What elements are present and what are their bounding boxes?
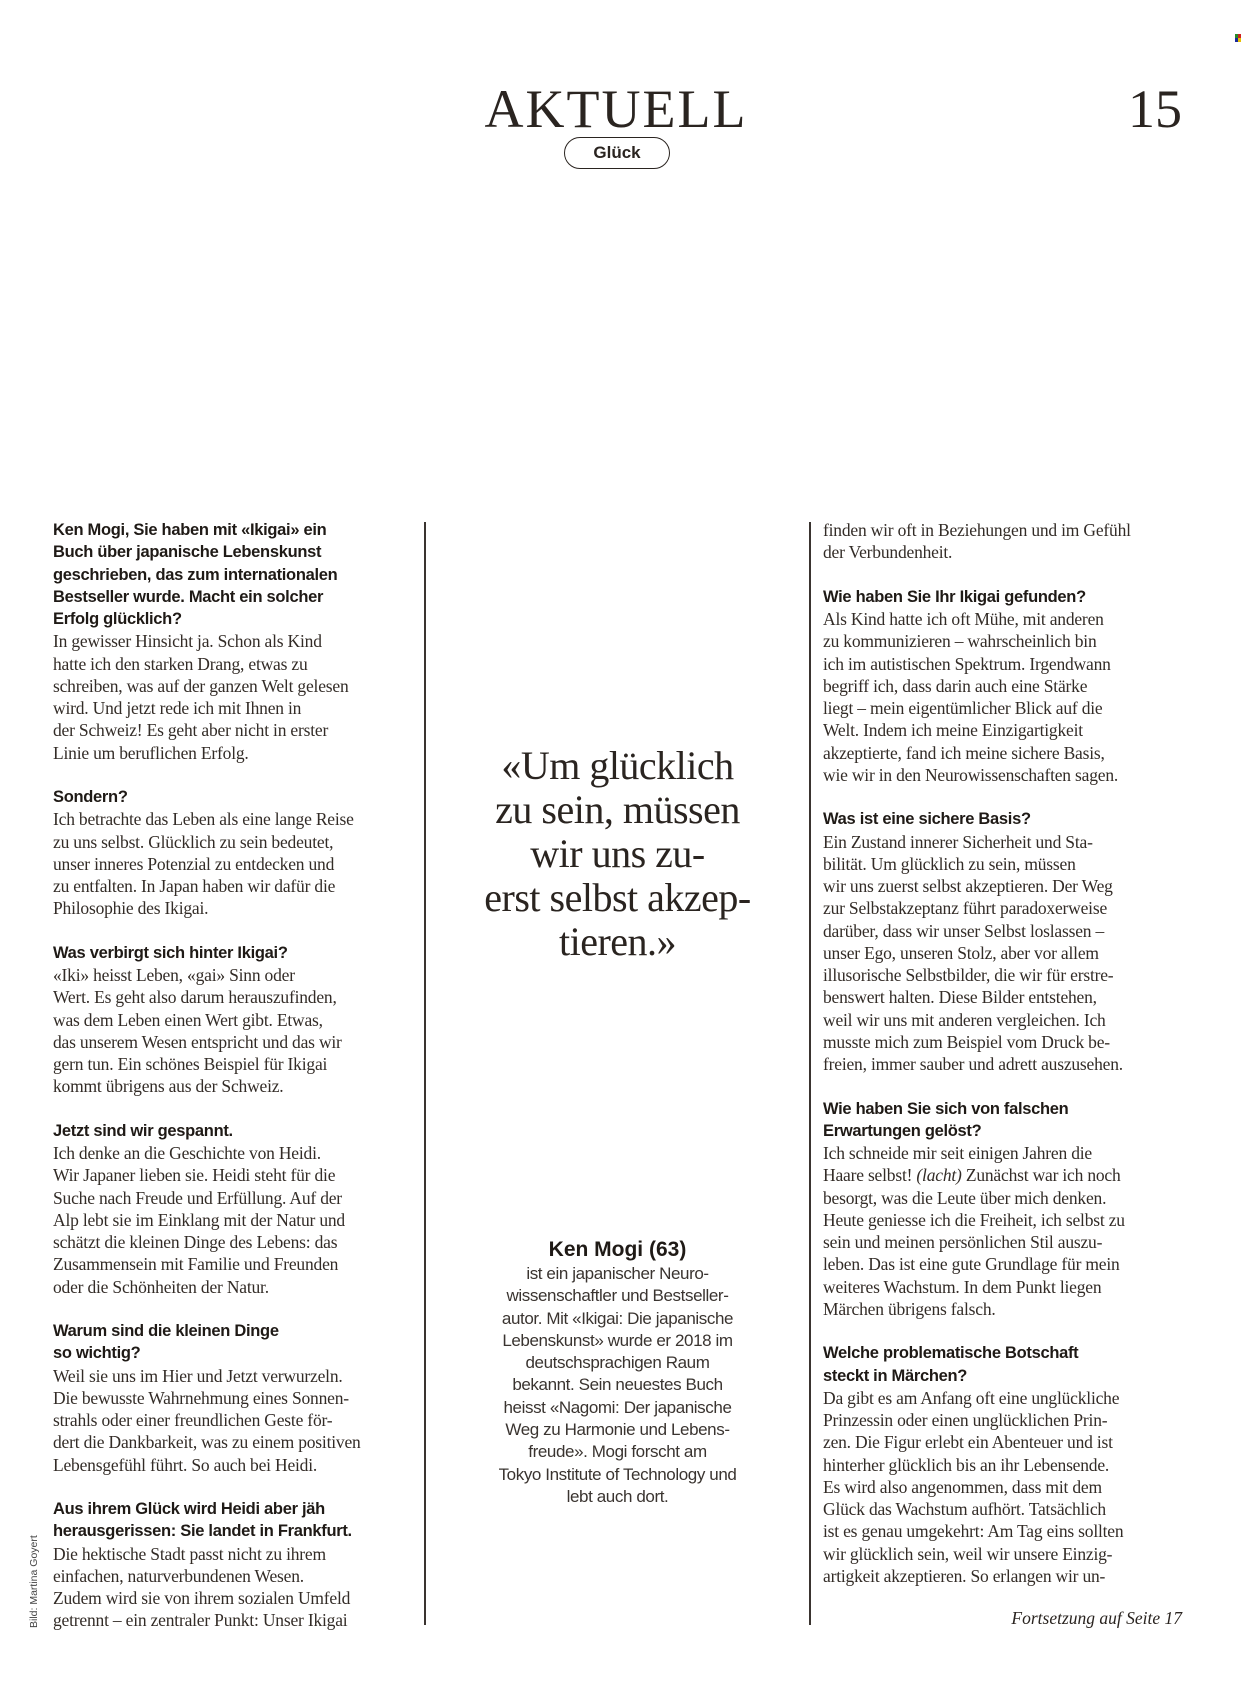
interview-question: Was verbirgt sich hinter Ikigai? xyxy=(53,943,288,962)
interview-answer: wird. Und jetzt rede ich mit Ihnen in xyxy=(53,698,302,718)
column-divider-right xyxy=(809,522,811,1625)
pull-quote-line: wir uns zu- xyxy=(530,831,705,876)
interview-answer: zu uns selbst. Glücklich zu sein bedeutet, xyxy=(53,831,334,852)
interview-answer: gern tun. Ein schönes Beispiel für Ikigai xyxy=(53,1054,328,1074)
section-title: AKTUELL xyxy=(484,79,748,139)
interview-question: Buch über japanische Lebenskunst xyxy=(53,543,322,562)
interview-answer: Zusammensein mit Familie und Freunden xyxy=(53,1254,339,1275)
interview-answer: Die hektische Stadt passt nicht zu ihrem xyxy=(53,1543,326,1564)
bio-line: Tokyo Institute of Technology und xyxy=(498,1464,737,1484)
interview-answer: Ich betrachte das Leben als eine lange Reise xyxy=(53,809,354,830)
bio-line: ist ein japanischer Neuro- xyxy=(526,1264,709,1283)
paragraph-gap xyxy=(53,1476,413,1498)
interview-answer: wir uns zuerst selbst akzeptieren. Der Weg xyxy=(823,876,1113,896)
bio-line: autor. Mit «Ikigai: Die japanische xyxy=(501,1308,734,1328)
interview-answer: dert die Dankbarkeit, was zu einem positiven xyxy=(53,1432,361,1453)
interview-answer: musste mich zum Beispiel vom Druck be- xyxy=(823,1031,1110,1052)
interview-answer: artigkeit akzeptieren. So erlangen wir un- xyxy=(823,1565,1106,1586)
interview-answer: «Iki» heisst Leben, «gai» Sinn oder xyxy=(53,965,295,985)
pull-quote-line: zu sein, müssen xyxy=(495,787,740,832)
interview-answer: schreiben, was auf der ganzen Welt gelesen xyxy=(53,675,349,696)
interview-answer: Welt. Indem ich meine Einzigartigkeit xyxy=(823,720,1083,741)
bio-line: lebt auch dort. xyxy=(566,1486,669,1506)
answer-text: Haare selbst! xyxy=(823,1165,917,1186)
paragraph-gap xyxy=(823,564,1188,586)
interview-question: Warum sind die kleinen Dinge xyxy=(53,1322,279,1340)
interview-answer: unser Ego, unseren Stolz, aber vor allem xyxy=(823,942,1099,963)
interview-answer: getrennt – ein zentraler Punkt: Unser Ikigai xyxy=(53,1610,348,1631)
interview-answer: kommt übrigens aus der Schweiz. xyxy=(53,1076,284,1097)
paragraph-gap xyxy=(53,1298,413,1320)
interview-answer: der Verbundenheit. xyxy=(823,542,953,563)
interview-question: Was ist eine sichere Basis? xyxy=(823,810,1031,829)
interview-answer: zur Selbstakzeptanz führt paradoxerweise xyxy=(823,898,1108,919)
pull-quote xyxy=(455,744,780,964)
paragraph-gap xyxy=(53,764,413,786)
interview-answer: Wir Japaner lieben sie. Heidi steht für die xyxy=(53,1165,336,1186)
pull-quote-line: erst selbst akzep- xyxy=(484,875,751,920)
author-bio xyxy=(455,1237,780,1508)
interview-answer: bilität. Um glücklich zu sein, müssen xyxy=(823,853,1076,874)
answer-text: Zunächst war ich noch xyxy=(961,1165,1121,1186)
interview-question: Wie haben Sie sich von falschen xyxy=(823,1099,1069,1118)
stage-direction: (lacht) xyxy=(916,1165,962,1186)
interview-answer: das unserem Wesen entspricht und das wir xyxy=(53,1031,342,1052)
paragraph-gap xyxy=(823,786,1188,808)
bio-line: freude». Mogi forscht am xyxy=(528,1442,707,1462)
bio-text xyxy=(455,1263,780,1508)
interview-question: Ken Mogi, Sie haben mit «Ikigai» ein xyxy=(53,521,327,539)
interview-question: herausgerissen: Sie landet in Frankfurt. xyxy=(53,1522,352,1541)
interview-answer: leben. Das ist eine gute Grundlage für mein xyxy=(823,1254,1120,1275)
interview-question: Bestseller wurde. Macht ein solcher xyxy=(53,587,324,606)
interview-answer: zu entfalten. In Japan haben wir dafür die xyxy=(53,876,336,896)
interview-column-left xyxy=(53,519,413,1632)
interview-answer: Märchen übrigens falsch. xyxy=(823,1298,996,1319)
interview-answer: Ich schneide mir seit einigen Jahren die xyxy=(823,1143,1092,1163)
interview-answer: strahls oder einer freundlichen Geste för- xyxy=(53,1410,333,1430)
interview-answer: begriff ich, dass darin auch eine Stärke xyxy=(823,675,1088,696)
interview-question: Aus ihrem Glück wird Heidi aber jäh xyxy=(53,1500,325,1518)
interview-answer: illusorische Selbstbilder, die wir für erstre- xyxy=(823,965,1114,985)
interview-answer: Weil sie uns im Hier und Jetzt verwurzeln. xyxy=(53,1365,343,1386)
interview-question: Jetzt sind wir gespannt. xyxy=(53,1121,233,1140)
bio-line: heisst «Nagomi: Der japanische xyxy=(503,1397,732,1417)
bio-line: deutschsprachigen Raum xyxy=(525,1353,710,1373)
paragraph-gap xyxy=(53,1098,413,1120)
interview-answer: liegt – mein eigentümlicher Blick auf die xyxy=(823,698,1103,718)
interview-answer: akzeptierte, fand ich meine sichere Basis, xyxy=(823,742,1105,763)
interview-question: Wie haben Sie Ihr Ikigai gefunden? xyxy=(823,587,1086,606)
bio-line: bekannt. Sein neuestes Buch xyxy=(512,1375,723,1395)
interview-answer: der Schweiz! Es geht aber nicht in erster xyxy=(53,720,329,741)
interview-answer: wie wir in den Neurowissenschaften sagen. xyxy=(823,764,1119,785)
interview-answer: schätzt die kleinen Dinge des Lebens: das xyxy=(53,1232,338,1252)
interview-question: Erwartungen gelöst? xyxy=(823,1121,982,1140)
interview-answer: hatte ich den starken Drang, etwas zu xyxy=(53,653,308,674)
bio-name: Ken Mogi (63) xyxy=(548,1238,687,1261)
interview-answer: weiteres Wachstum. In dem Punkt liegen xyxy=(823,1276,1102,1297)
pull-quote-line: «Um glücklich xyxy=(501,743,734,788)
interview-question: geschrieben, das zum internationalen xyxy=(53,565,338,584)
interview-answer: Die bewusste Wahrnehmung eines Sonnen- xyxy=(53,1387,349,1408)
interview-answer: ist es genau umgekehrt: Am Tag eins sollten xyxy=(823,1521,1124,1542)
interview-answer: zu kommunizieren – wahrscheinlich bin xyxy=(823,631,1097,652)
interview-answer: darüber, dass wir unser Selbst loslassen – xyxy=(823,920,1105,941)
interview-answer xyxy=(823,1164,1188,1186)
interview-question: steckt in Märchen? xyxy=(823,1366,968,1385)
interview-answer: Ich denke an die Geschichte von Heidi. xyxy=(53,1143,321,1163)
interview-answer: Zudem wird sie von ihrem sozialen Umfeld xyxy=(53,1588,351,1608)
bio-line: Weg zu Harmonie und Lebens- xyxy=(505,1420,730,1440)
interview-answer: Alp lebt sie im Einklang mit der Natur und xyxy=(53,1209,345,1230)
interview-answer: oder die Schönheiten der Natur. xyxy=(53,1276,269,1297)
photo-credit: Bild: Martina Goyert xyxy=(28,1535,40,1628)
paragraph-gap xyxy=(823,1320,1188,1342)
topic-tag: Glück xyxy=(564,137,670,169)
interview-answer: Prinzessin oder einen unglücklichen Prin- xyxy=(823,1410,1108,1430)
interview-answer: Es wird also angenommen, dass mit dem xyxy=(823,1476,1102,1497)
interview-answer: wir glücklich sein, weil wir unsere Einzig- xyxy=(823,1543,1113,1564)
interview-answer: besorgt, was die Leute über mich denken. xyxy=(823,1187,1107,1208)
page-number: 15 xyxy=(1128,79,1182,139)
interview-question: Welche problematische Botschaft xyxy=(823,1344,1079,1363)
interview-answer: weil wir uns mit anderen vergleichen. Ich xyxy=(823,1009,1106,1030)
interview-answer: Ein Zustand innerer Sicherheit und Sta- xyxy=(823,831,1093,852)
interview-question: Sondern? xyxy=(53,788,128,806)
interview-answer: In gewisser Hinsicht ja. Schon als Kind xyxy=(53,631,322,652)
interview-answer: was dem Leben einen Wert gibt. Etwas, xyxy=(53,1009,323,1030)
bio-line: wissenschaftler und Bestseller- xyxy=(506,1286,729,1306)
interview-answer: Heute geniesse ich die Freiheit, ich selbst zu xyxy=(823,1209,1125,1230)
interview-question: Erfolg glücklich? xyxy=(53,610,182,628)
column-divider-left xyxy=(424,522,426,1625)
interview-answer: ich im autistischen Spektrum. Irgendwann xyxy=(823,653,1111,674)
interview-answer: Lebensgefühl führt. So auch bei Heidi. xyxy=(53,1454,318,1475)
interview-answer: finden wir oft in Beziehungen und im Gefühl xyxy=(823,520,1131,540)
interview-answer: unser inneres Potenzial zu entdecken und xyxy=(53,853,335,874)
paragraph-gap xyxy=(53,920,413,942)
interview-answer: Philosophie des Ikigai. xyxy=(53,898,209,919)
interview-answer: freien, immer sauber und adrett auszusehen. xyxy=(823,1054,1123,1074)
paragraph-gap xyxy=(823,1075,1188,1097)
interview-column-right xyxy=(823,519,1188,1587)
pull-quote-line: tieren.» xyxy=(558,919,677,964)
interview-answer: einfachen, naturverbundenen Wesen. xyxy=(53,1565,304,1586)
continuation-note: Fortsetzung auf Seite 17 xyxy=(1011,1608,1182,1628)
interview-answer: benswert halten. Diese Bilder entstehen, xyxy=(823,987,1097,1008)
color-registration-mark xyxy=(1235,34,1241,42)
interview-answer: Glück das Wachstum aufhört. Tatsächlich xyxy=(823,1499,1106,1519)
bio-line: Lebenskunst» wurde er 2018 im xyxy=(502,1330,733,1350)
interview-answer: Wert. Es geht also darum herauszufinden, xyxy=(53,987,337,1008)
interview-answer: zen. Die Figur erlebt ein Abenteuer und ist xyxy=(823,1432,1113,1453)
interview-question: so wichtig? xyxy=(53,1344,141,1363)
interview-answer: Linie um beruflichen Erfolg. xyxy=(53,742,249,763)
interview-answer: Suche nach Freude und Erfüllung. Auf der xyxy=(53,1187,342,1208)
interview-answer: Als Kind hatte ich oft Mühe, mit anderen xyxy=(823,609,1104,629)
interview-answer: Da gibt es am Anfang oft eine unglückliche xyxy=(823,1387,1120,1408)
interview-answer: hinterher glücklich bis an ihr Lebensende. xyxy=(823,1454,1110,1475)
interview-answer: sein und meinen persönlichen Stil auszu- xyxy=(823,1232,1103,1252)
